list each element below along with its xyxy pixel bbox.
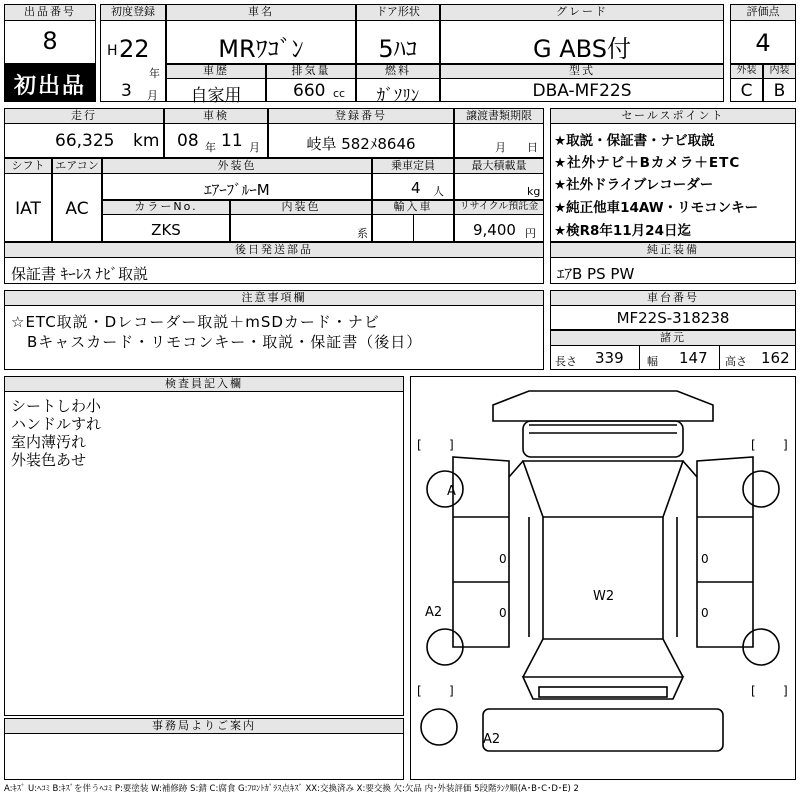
score-label: 評価点 [730, 4, 796, 21]
capacity-cell [372, 158, 454, 200]
dimensions-label: 諸元 [550, 330, 796, 346]
lot-number-label: 出品番号 [4, 4, 96, 21]
office-notice-cell [4, 718, 404, 780]
exterior-color: ｴｱｰﾌﾞﾙｰM [204, 181, 270, 199]
dimensions-divider-1 [639, 346, 640, 369]
first-reg-year: 22 [119, 35, 150, 63]
model-code: DBA-MF22S [532, 81, 632, 101]
transfer-month-unit: 月 [495, 141, 506, 154]
factory-equipment-cell [550, 242, 796, 284]
svg-text:[: [ [417, 438, 422, 452]
displacement-label: 排気量 [266, 64, 356, 79]
color-no: ZKS [151, 221, 181, 239]
inspection-year-unit: 年 [205, 141, 216, 154]
inspection-cell [164, 108, 268, 158]
aircon-cell [52, 158, 102, 242]
capacity-unit: 人 [433, 185, 444, 198]
later-parts: 保証書 ｷｰﾚｽ ﾅﾋﾞ取説 [11, 265, 149, 283]
score-cell [730, 4, 796, 64]
svg-text:0: 0 [499, 606, 507, 620]
recycle-label: リサイクル預託金 [454, 200, 544, 215]
max-load-label: 最大積載量 [454, 158, 544, 174]
registration-number: 岐阜 582ﾒ8646 [306, 135, 416, 153]
recycle-unit: 円 [525, 227, 536, 240]
aircon-label: エアコン [52, 158, 102, 174]
mileage-unit: km [133, 131, 160, 151]
height-label: 高さ [725, 355, 747, 368]
mileage: 66,325 [55, 131, 115, 151]
notes-line-2: Bキャスカード・リモコンキー・取説・保証書（後日） [11, 333, 423, 351]
import-divider [413, 215, 414, 241]
interior-grade: B [773, 81, 786, 101]
interior-grade-cell [763, 64, 796, 102]
max-load-unit: kg [527, 185, 541, 198]
capacity-label: 乗車定員 [372, 158, 454, 174]
door-shape: 5ﾊｺ [378, 35, 418, 63]
recycle-fee: 9,400 [473, 221, 516, 239]
fuel-label: 燃料 [356, 64, 440, 79]
notes-line-1: ☆ETC取説・Dレコーダー取説＋mSDカード・ナビ [11, 313, 380, 331]
sales-point-2: ★社外ナビ＋Bカメラ＋ETC [554, 155, 741, 171]
door-cell [356, 4, 440, 64]
displacement: 660 [293, 81, 326, 101]
length-label: 長さ [555, 355, 577, 368]
office-notice-label: 事務局よりご案内 [4, 718, 404, 734]
recycle-cell [454, 200, 544, 242]
transfer-deadline-label: 譲渡書類期限 [454, 108, 544, 124]
grade-cell [440, 4, 724, 64]
shift: IAT [15, 199, 41, 219]
history-cell [166, 64, 266, 106]
registration-number-cell [268, 108, 454, 158]
exterior-color-cell [102, 158, 372, 200]
month-unit: 月 [147, 89, 158, 102]
registration-number-label: 登録番号 [268, 108, 454, 124]
model-code-cell [440, 64, 724, 102]
exterior-grade-cell [730, 64, 763, 102]
lot-number-cell [4, 4, 96, 64]
sales-points-cell [550, 108, 796, 242]
first-listing-badge [4, 64, 96, 102]
first-registration-cell [100, 4, 166, 102]
interior-color-label: 内装色 [230, 200, 372, 215]
chassis-number-label: 車台番号 [550, 290, 796, 306]
car-name: MRﾜｺﾞﾝ [218, 35, 304, 63]
score: 4 [755, 29, 771, 57]
color-no-label: カラーNo. [102, 200, 230, 215]
max-load-cell [454, 158, 544, 200]
damage-mark-front-left: A [447, 484, 456, 499]
length: 339 [595, 349, 624, 367]
exterior-label: 外装 [730, 64, 763, 79]
model-code-label: 型式 [440, 64, 724, 79]
year-unit: 年 [149, 67, 160, 80]
displacement-cell [266, 64, 356, 102]
sales-point-3: ★社外ドライブレコーダー [554, 177, 714, 193]
svg-text:]: ] [449, 684, 454, 698]
mileage-label: 走行 [4, 108, 164, 124]
fuel-cell [356, 64, 440, 106]
sales-points-label: セールスポイント [550, 108, 796, 124]
inspection-year: 08 [177, 131, 199, 151]
import-label: 輸入車 [372, 200, 454, 215]
chassis-number: MF22S-318238 [616, 309, 730, 327]
era: H [107, 43, 118, 59]
svg-text:[: [ [751, 684, 756, 698]
legend: A:ｷｽﾞ U:ﾍｺﾐ B:ｷｽﾞを伴うﾍｺﾐ P:要塗装 W:補修跡 S:錆 C:腐食 G:ﾌﾛﾝﾄｶﾞﾗｽ点ｷｽﾞ XX:交換済み X:要交換 欠:欠品 内･外装評価 5段階ﾗﾝｸ順(A･B･C･D･E) 2 [4, 784, 579, 794]
damage-mark-rear-bumper: A2 [483, 732, 501, 747]
inspector-line-1: シートしわ小 [11, 397, 102, 415]
grade-label: グレード [440, 4, 724, 21]
shift-cell [4, 158, 52, 242]
aircon: AC [65, 199, 89, 219]
interior-color-cell [230, 200, 372, 242]
color-no-cell [102, 200, 230, 242]
notes-cell [4, 290, 544, 370]
first-reg-month: 3 [121, 81, 132, 101]
lot-number: 8 [42, 27, 58, 55]
history-label: 車歴 [166, 64, 266, 79]
exterior-grade: C [740, 81, 753, 101]
later-parts-cell [4, 242, 544, 284]
height: 162 [761, 349, 790, 367]
svg-text:[: [ [751, 438, 756, 452]
sales-point-1: ★取説・保証書・ナビ取説 [554, 133, 715, 149]
inspector-label: 検査員記入欄 [4, 376, 404, 392]
shift-label: シフト [4, 158, 52, 174]
factory-equipment: ｴｱB PS PW [557, 265, 635, 283]
inspector-cell [4, 376, 404, 716]
damage-mark-rear-left: A2 [425, 605, 443, 620]
svg-text:0: 0 [499, 552, 507, 566]
inspection-month-unit: 月 [249, 141, 260, 154]
factory-equipment-label: 純正装備 [550, 242, 796, 258]
car-name-label: 車名 [166, 4, 356, 21]
door-label: ドア形状 [356, 4, 440, 21]
car-name-cell [166, 4, 356, 64]
chassis-number-cell [550, 290, 796, 330]
mileage-cell [4, 108, 164, 158]
sales-point-4: ★純正他車14AW・リモコンキー [554, 200, 759, 216]
inspection-month: 11 [221, 131, 243, 151]
sales-point-5: ★検R8年11月24日迄 [554, 223, 691, 239]
transfer-day-unit: 日 [527, 141, 538, 154]
dimensions-cell [550, 330, 796, 370]
grade: G ABS付 [533, 35, 631, 63]
width: 147 [679, 349, 708, 367]
inspector-line-3: 室内薄汚れ [11, 433, 87, 451]
dimensions-divider-2 [719, 346, 720, 369]
displacement-unit: cc [333, 87, 346, 100]
notes-label: 注意事項欄 [4, 290, 544, 306]
interior-color-unit: 系 [357, 227, 368, 240]
svg-text:[: [ [417, 684, 422, 698]
capacity: 4 [411, 179, 421, 197]
width-label: 幅 [647, 355, 658, 368]
inspection-label: 車検 [164, 108, 268, 124]
svg-text:]: ] [783, 684, 788, 698]
svg-text:0: 0 [701, 606, 709, 620]
import-cell [372, 200, 454, 242]
transfer-deadline-cell [454, 108, 544, 158]
history: 自家用 [190, 86, 242, 106]
inspector-line-4: 外装色あせ [11, 451, 87, 469]
interior-label: 内装 [763, 64, 796, 79]
inspector-line-2: ハンドルすれ [11, 415, 102, 433]
svg-text:]: ] [449, 438, 454, 452]
damage-diagram [410, 376, 796, 780]
fuel: ｶﾞｿﾘﾝ [376, 86, 420, 106]
first-registration-label: 初度登録 [100, 4, 166, 21]
exterior-color-label: 外装色 [102, 158, 372, 174]
svg-text:]: ] [783, 438, 788, 452]
later-parts-label: 後日発送部品 [4, 242, 544, 258]
car-outline-diagram [411, 377, 795, 779]
svg-text:0: 0 [701, 552, 709, 566]
first-listing-text: 初出品 [13, 74, 86, 99]
damage-mark-roof: W2 [593, 589, 615, 604]
